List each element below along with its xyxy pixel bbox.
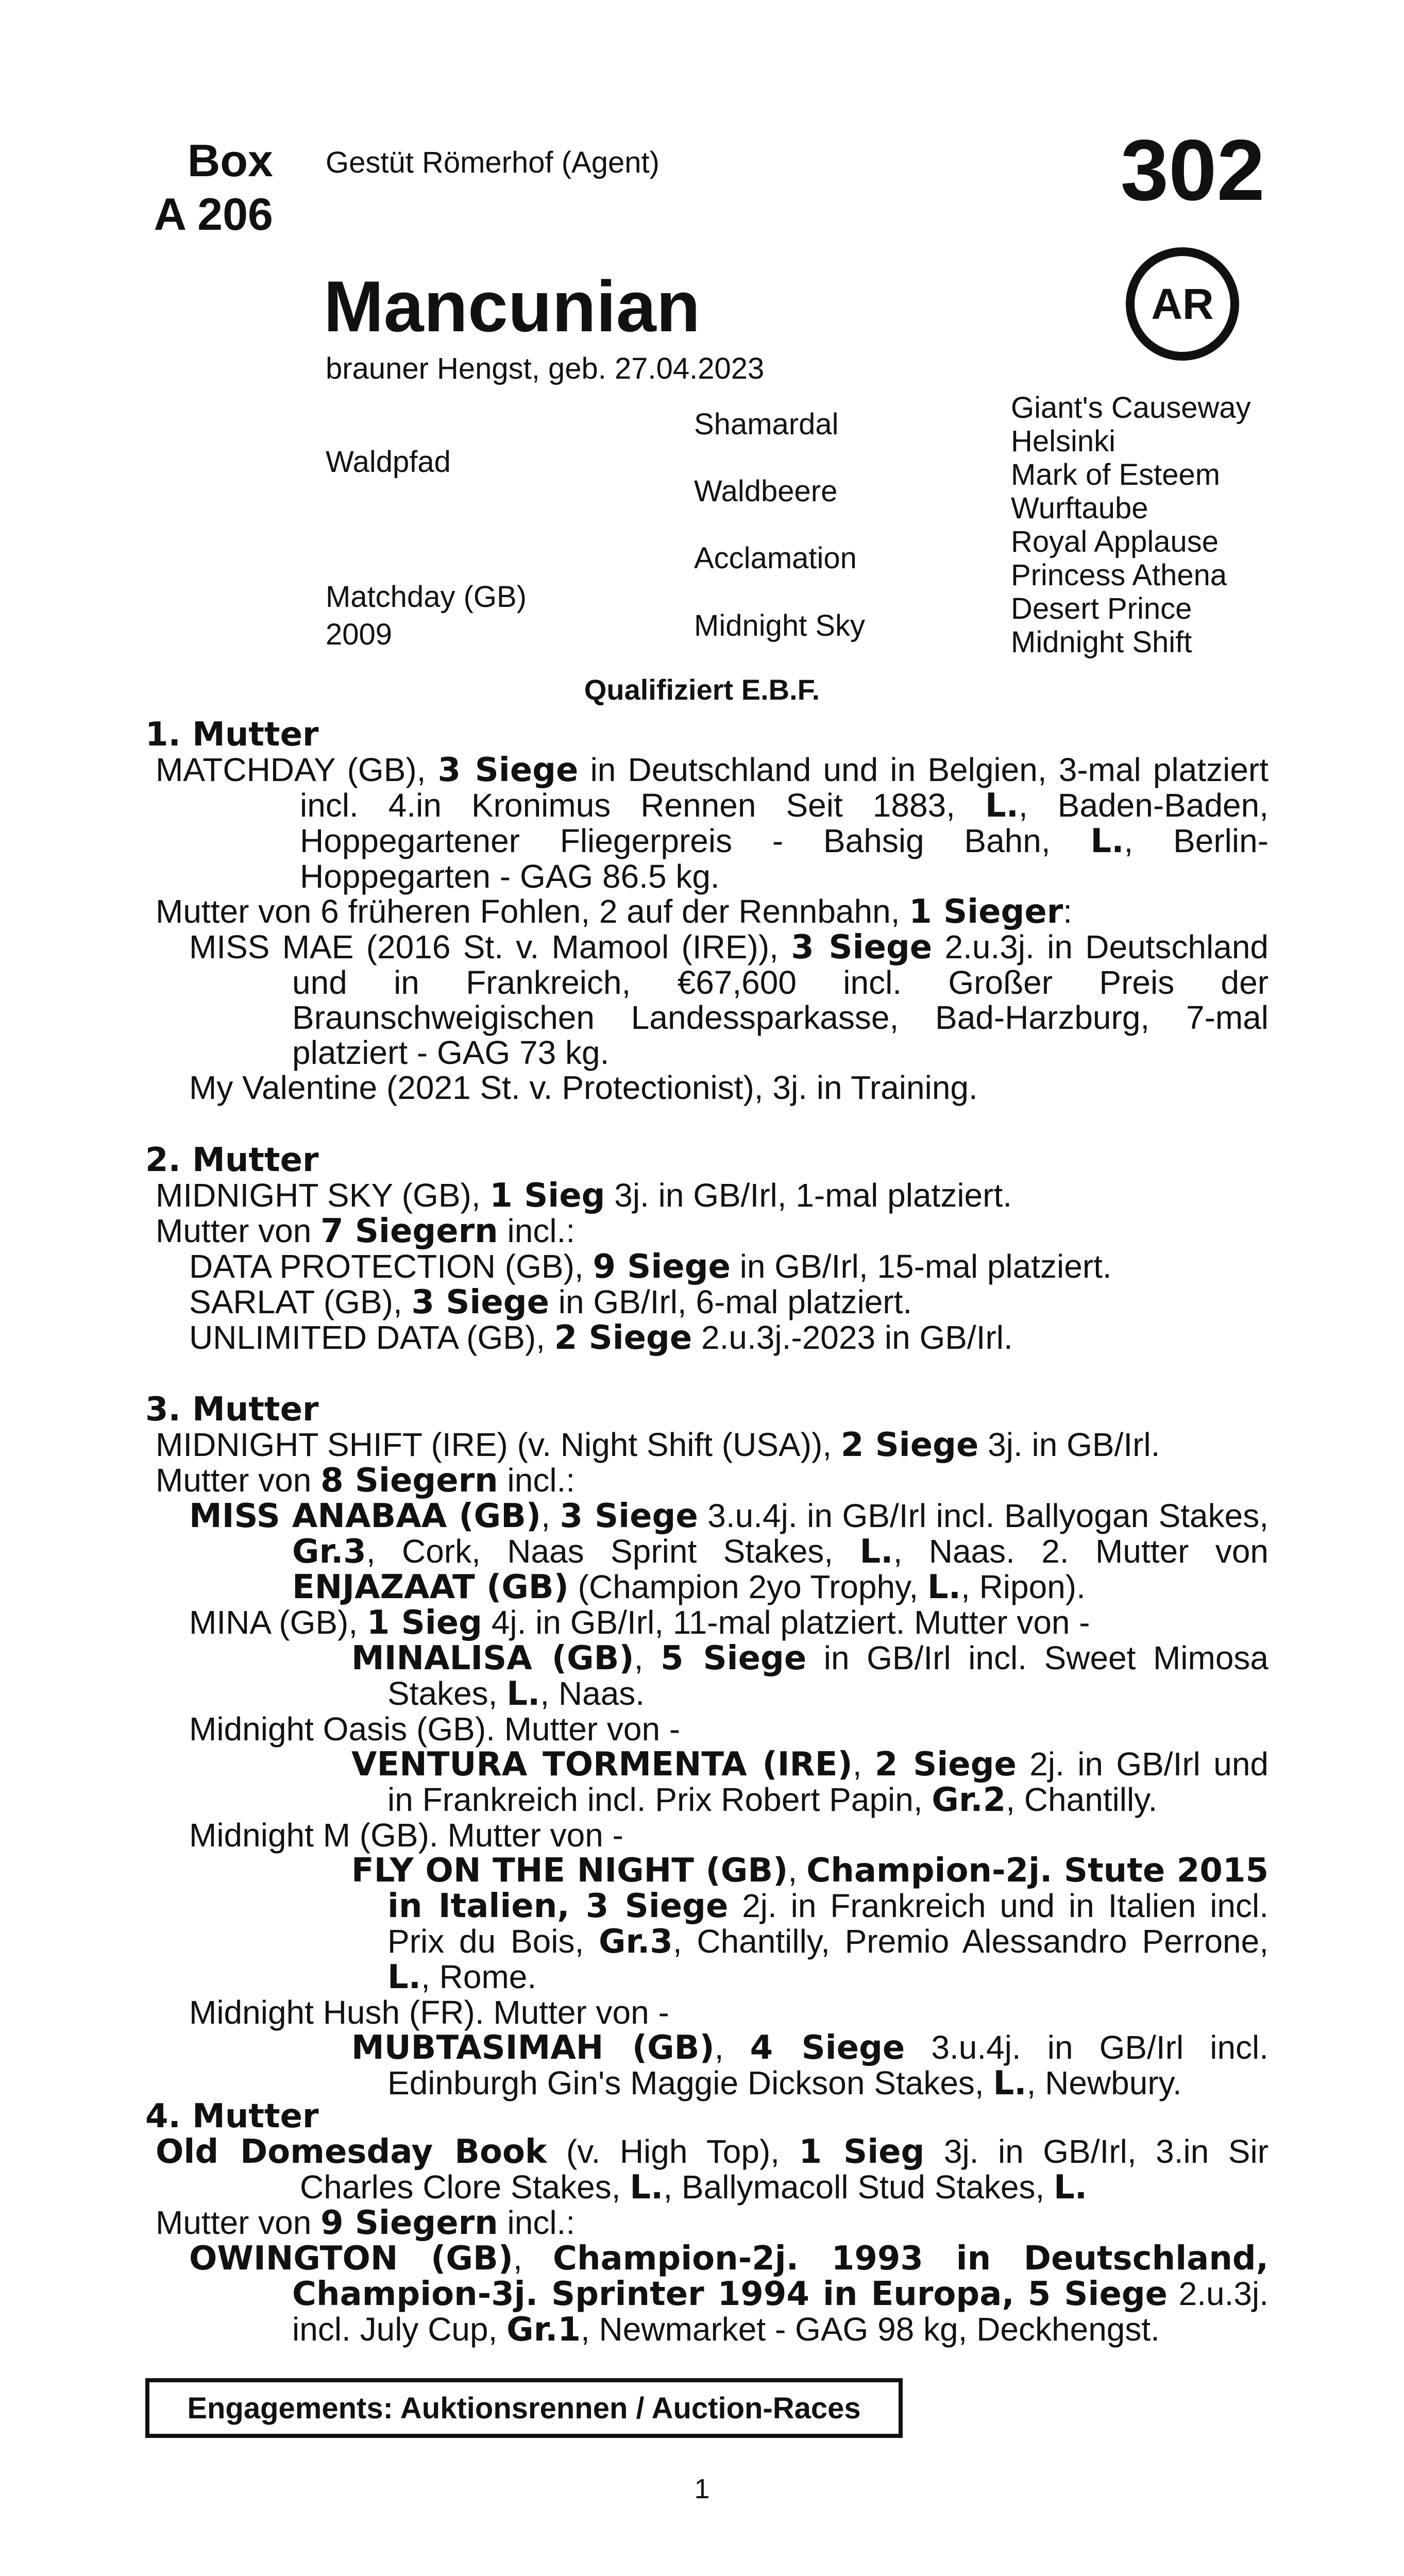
produce-entry: DATA PROTECTION (GB), 9 Siege in GB/Irl, 15-mal platziert.	[189, 1248, 1112, 1286]
dam-record: MIDNIGHT SKY (GB), 1 Sieg 3j. in GB/Irl, 1-mal platziert.	[156, 1177, 1012, 1215]
qualification: Qualifiziert E.B.F.	[584, 673, 820, 706]
grand-produce-entry: VENTURA TORMENTA (IRE), 2 Siege 2j. in GB/Irl und in Frankreich incl. Prix Robert Papin, Gr.2, Chantilly.	[351, 1745, 1269, 1819]
engagements-label: Engagements: Auktionsrennen / Auction-Races	[187, 2391, 861, 2425]
section-second-dam	[145, 1143, 1268, 1355]
section-heading: 1. Mutter	[145, 716, 319, 754]
ar-badge	[1126, 247, 1239, 361]
ar-badge-label: AR	[1151, 279, 1214, 328]
pedigree-dam-year: 2009	[326, 618, 393, 651]
produce-entry: OWINGTON (GB), Champion-2j. 1993 in Deutschland, Champion-3j. Sprinter 1994 in Europa, 5 Siege 2.u.3j. incl. July Cup, Gr.1, Newmarket - GAG 98 kg, Deckhengst.	[189, 2240, 1268, 2349]
pedigree-gen3-item: Desert Prince	[1011, 592, 1192, 625]
grand-produce-entry: MINALISA (GB), 5 Siege in GB/Irl incl. Sweet Mimosa Stakes, L., Naas.	[351, 1639, 1269, 1713]
pedigree-dam: Matchday (GB)	[326, 580, 527, 614]
section-fourth-dam	[145, 2099, 1268, 2347]
dam-record: Old Domesday Book (v. High Top), 1 Sieg 3j. in GB/Irl, 3.in Sir Charles Clore Stakes, L., Ballymacoll Stud Stakes, L.	[156, 2133, 1268, 2207]
horse-name: Mancunian	[324, 266, 701, 347]
produce-entry: UNLIMITED DATA (GB), 2 Siege 2.u.3j.-2023 in GB/Irl.	[189, 1319, 1013, 1357]
pedigree-gen3-item: Royal Applause	[1011, 525, 1219, 558]
produce-summary: Mutter von 6 früheren Fohlen, 2 auf der Rennbahn, 1 Sieger:	[156, 893, 1073, 931]
pedigree-gen2-item: Midnight Sky	[694, 609, 866, 642]
section-third-dam	[145, 1392, 1268, 2101]
produce-entry: MISS ANABAA (GB), 3 Siege 3.u.4j. in GB/Irl incl. Ballyogan Stakes, Gr.3, Cork, Naas Sprint Stakes, L., Naas. 2. Mutter von ENJAZAAT (GB) (Champion 2yo Trophy, L., Ripon).	[189, 1497, 1269, 1606]
produce-entry: My Valentine (2021 St. v. Protectionist), 3j. in Training.	[189, 1069, 978, 1106]
produce-entry: Midnight Oasis (GB). Mutter von -	[189, 1710, 681, 1748]
produce-entry: SARLAT (GB), 3 Siege in GB/Irl, 6-mal platziert.	[189, 1283, 912, 1321]
dam-record: MATCHDAY (GB), 3 Siege in Deutschland und in Belgien, 3-mal platziert incl. 4.in Kronimus Rennen Seit 1883, L., Baden-Baden, Hoppegartener Fliegerpreis - Bahsig Bahn, L., Berlin-Hoppegarten - GAG 86.5 kg.	[156, 751, 1269, 895]
agent: Gestüt Römerhof (Agent)	[326, 146, 659, 179]
page-number: 1	[694, 2473, 710, 2504]
pedigree-gen2-item: Waldbeere	[694, 474, 838, 508]
pedigree-sire: Waldpfad	[326, 445, 451, 479]
pedigree-gen3-item: Princess Athena	[1011, 558, 1227, 592]
produce-entry: MINA (GB), 1 Sieg 4j. in GB/Irl, 11-mal platziert. Mutter von -	[189, 1604, 1090, 1642]
box-label	[144, 134, 273, 241]
produce-summary: Mutter von 9 Siegern incl.:	[156, 2204, 576, 2242]
pedigree-gen3-item: Giant's Causeway	[1011, 391, 1251, 425]
section-heading: 4. Mutter	[145, 2097, 319, 2136]
dam-record: MIDNIGHT SHIFT (IRE) (v. Night Shift (USA)), 2 Siege 3j. in GB/Irl.	[156, 1426, 1160, 1464]
produce-entry: Midnight M (GB). Mutter von -	[189, 1817, 623, 1854]
pedigree-gen3-item: Midnight Shift	[1011, 625, 1192, 659]
grand-produce-entry: MUBTASIMAH (GB), 4 Siege 3.u.4j. in GB/Irl incl. Edinburgh Gin's Maggie Dickson Stakes, L., Newbury.	[351, 2029, 1269, 2103]
pedigree-gen3-item: Mark of Esteem	[1011, 458, 1221, 492]
produce-entry: Midnight Hush (FR). Mutter von -	[189, 1994, 669, 2031]
section-first-dam	[145, 717, 1268, 1105]
produce-summary: Mutter von 8 Siegern incl.:	[156, 1462, 576, 1500]
produce-summary: Mutter von 7 Siegern incl.:	[156, 1212, 576, 1250]
lot-number: 302	[1120, 122, 1265, 218]
section-heading: 3. Mutter	[145, 1391, 319, 1429]
pedigree-gen2-item: Acclamation	[694, 541, 857, 575]
pedigree-gen3-item: Helsinki	[1011, 425, 1116, 458]
produce-entry: MISS MAE (2016 St. v. Mamool (IRE)), 3 Siege 2.u.3j. in Deutschland und in Frankreich, €67,600 incl. Großer Preis der Braunschweigischen Landessparkasse, Bad-Harzburg, 7-mal platziert - GAG 73 kg.	[189, 928, 1269, 1071]
pedigree-gen3-item: Wurftaube	[1011, 492, 1148, 525]
section-heading: 2. Mutter	[145, 1141, 319, 1179]
box-line1: Box	[187, 135, 273, 186]
grand-produce-entry: FLY ON THE NIGHT (GB), Champion-2j. Stute 2015 in Italien, 3 Siege 2j. in Frankreich und in Italien incl. Prix du Bois, Gr.3, Chantilly, Premio Alessandro Perrone, L., Rome.	[351, 1852, 1269, 1996]
engagements-box	[145, 2378, 903, 2438]
horse-description: brauner Hengst, geb. 27.04.2023	[326, 352, 765, 385]
pedigree-gen2-item: Shamardal	[694, 408, 839, 441]
box-number: A 206	[154, 189, 273, 240]
